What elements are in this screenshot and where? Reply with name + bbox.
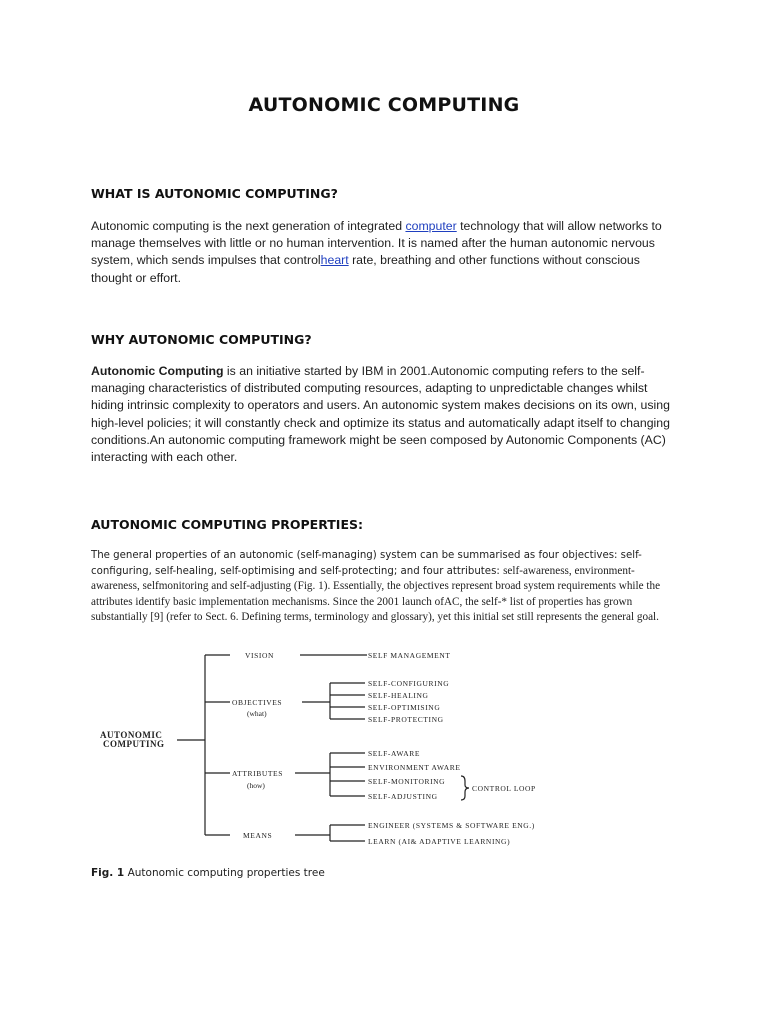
means-item: ENGINEER (SYSTEMS & SOFTWARE ENG.) xyxy=(368,821,535,830)
bold-lead: Autonomic Computing xyxy=(91,364,224,378)
paragraph-why xyxy=(91,363,681,466)
text-run: rate, breathing and other functions without conscious thought or effort. xyxy=(91,253,640,285)
attribute-item: SELF-MONITORING xyxy=(368,777,446,786)
text-run-serif: self-awareness, environment-awareness, selfmonitoring and self-adjusting (Fig. 1). Essentially, the objectives represent broad system requirements while the attributes identify basic implementation mechanisms. Since the 2001 launch ofAC, the self-* list of properties has grown substantially [9] (refer to Sect. 6. Defining terms, terminology and glossary), yet this initial set still represents the general goal. xyxy=(91,564,661,624)
link-heart[interactable]: heart xyxy=(320,253,349,268)
caption-bold: Fig. 1 xyxy=(91,867,125,879)
attribute-item: SELF-AWARE xyxy=(368,749,421,758)
objective-item: SELF-HEALING xyxy=(368,691,429,700)
objective-items xyxy=(368,679,449,724)
self-management-label: SELF MANAGEMENT xyxy=(368,651,451,660)
root-label-line1: AUTONOMIC xyxy=(100,730,163,740)
attribute-item: ENVIRONMENT AWARE xyxy=(368,763,461,772)
attribute-items xyxy=(368,749,461,801)
objectives-label: OBJECTIVES xyxy=(232,698,283,707)
means-label: MEANS xyxy=(243,831,273,840)
objective-item: SELF-OPTIMISING xyxy=(368,703,441,712)
vision-label: VISION xyxy=(245,651,275,660)
attribute-item: SELF-ADJUSTING xyxy=(368,792,438,801)
section-heading-what: WHAT IS AUTONOMIC COMPUTING? xyxy=(91,186,338,201)
control-loop-brace xyxy=(461,776,469,800)
attributes-sub-label: (how) xyxy=(247,781,265,790)
text-run: Autonomic computing is the next generation of integrated xyxy=(91,219,406,233)
caption-text: Autonomic computing properties tree xyxy=(124,867,325,879)
page-title: AUTONOMIC COMPUTING xyxy=(248,94,520,116)
objectives-sub-label: (what) xyxy=(247,709,267,718)
objective-item: SELF-CONFIGURING xyxy=(368,679,450,688)
means-item: LEARN (AI& ADAPTIVE LEARNING) xyxy=(368,837,511,846)
text-run: is an initiative started by IBM in 2001.Autonomic computing refers to the self-managing characteristics of distributed computing resources, adapting to unpredictable changes whilst hiding intrinsic complexity to operators and users. An autonomic system makes decisions on its own, using high-level policies; it will constantly check and optimize its status and automatically adapt itself to changing conditions.An autonomic computing framework might be seen composed by Autonomic Components (AC) interacting with each other. xyxy=(91,364,670,465)
text-run: technology that will allow networks to manage themselves with little or no human intervention. It is named after the human autonomic nervous system, which sends impulses that control xyxy=(91,219,662,268)
objective-item: SELF-PROTECTING xyxy=(368,715,444,724)
link-computer[interactable]: computer xyxy=(405,219,457,233)
paragraph-what xyxy=(91,218,681,287)
section-heading-properties: AUTONOMIC COMPUTING PROPERTIES: xyxy=(91,517,363,532)
paragraph-properties xyxy=(91,548,663,626)
text-run: The general properties of an autonomic (self-managing) system can be summarised as four objectives: self-configuring, self-healing, self-optimising and self-protecting; and four attributes: xyxy=(91,550,642,577)
means-items xyxy=(368,821,535,846)
properties-tree-diagram xyxy=(95,645,575,850)
control-loop-label: CONTROL LOOP xyxy=(472,784,536,793)
section-heading-why: WHY AUTONOMIC COMPUTING? xyxy=(91,332,312,347)
root-label-line2: COMPUTING xyxy=(103,739,165,749)
figure-caption xyxy=(91,867,325,879)
attributes-label: ATTRIBUTES xyxy=(232,769,283,778)
